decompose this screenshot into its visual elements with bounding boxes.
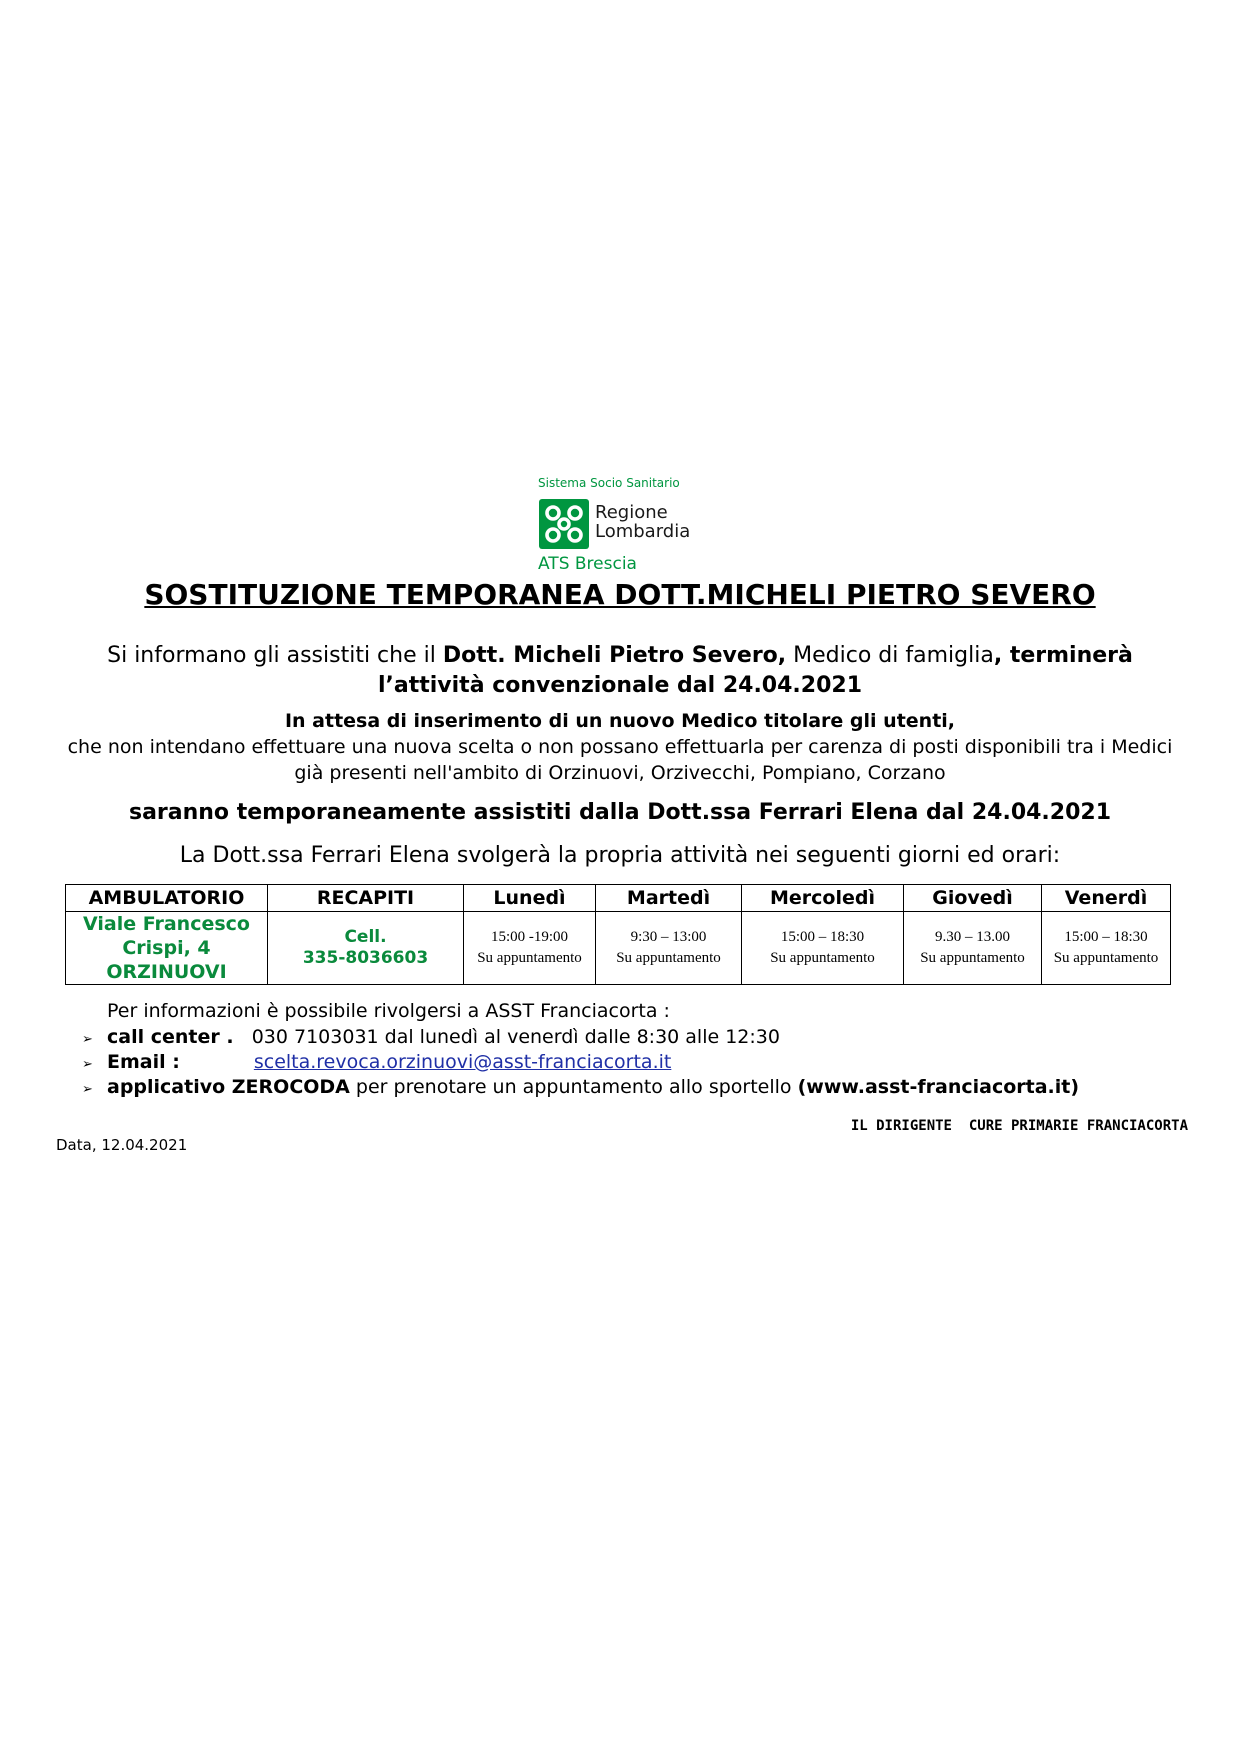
hours-mercoledi: 15:00 – 18:30 Su appuntamento [742, 912, 904, 985]
logo-system-text: Sistema Socio Sanitario [538, 476, 680, 490]
arrow-bullet-icon: ➢ [82, 1032, 93, 1047]
temporary-assignment: saranno temporaneamente assistiti dalla Dott.ssa Ferrari Elena dal 24.04.2021 [128, 800, 1112, 825]
table-header-row [66, 885, 1171, 912]
schedule-intro: La Dott.ssa Ferrari Elena svolgerà la propria attività nei seguenti giorni ed orari: [179, 843, 1061, 868]
call-center-text: 030 7103031 dal lunedì al venerdì dalle 8:30 alle 12:30 [233, 1026, 780, 1048]
info-list [82, 1025, 1079, 1100]
zerocoda-website: (www.asst-franciacorta.it) [797, 1076, 1080, 1098]
table-row [66, 912, 1171, 985]
intro-end-date: , terminerà l’attività convenzionale dal 24.04.2021 [377, 643, 1133, 698]
intro-text-2: Medico di famiglia [786, 643, 994, 668]
intro-text-1: Si informano gli assistiti che il [107, 643, 443, 668]
hours-martedi: 9:30 – 13:00 Su appuntamento [596, 912, 742, 985]
header-giovedi: Giovedì [904, 885, 1042, 912]
header-venerdi: Venerdì [1042, 885, 1171, 912]
info-lead: Per informazioni è possibile rivolgersi a ASST Franciacorta : [107, 1000, 670, 1022]
header-lunedi: Lunedì [464, 885, 596, 912]
regione-lombardia-logo [530, 476, 730, 576]
header-martedi: Martedì [596, 885, 742, 912]
logo-region-name: Regione Lombardia [595, 502, 691, 542]
email-link[interactable]: scelta.revoca.orzinuovi@asst-franciacorta.it [253, 1051, 672, 1073]
document-date: Data, 12.04.2021 [56, 1136, 188, 1154]
hours-giovedi: 9.30 – 13.00 Su appuntamento [904, 912, 1042, 985]
ambulatorio-address: Viale Francesco Crispi, 4 ORZINUOVI [66, 912, 268, 985]
waiting-body: che non intendano effettuare una nuova scelta o non possano effettuarla per carenza di posti disponibili tra i Medici già presenti nell'ambito di Orzinuovi, Orzivecchi, Pompiano, Corzano [67, 736, 1173, 784]
intro-doctor-name: Dott. Micheli Pietro Severo, [442, 643, 787, 668]
list-item [82, 1025, 1079, 1050]
intro-paragraph [60, 641, 1180, 701]
logo-ats-name: ATS Brescia [538, 554, 637, 574]
call-center-label: call center . [107, 1026, 234, 1048]
arrow-bullet-icon: ➢ [82, 1057, 93, 1072]
arrow-bullet-icon: ➢ [82, 1082, 93, 1097]
hours-venerdi: 15:00 – 18:30 Su appuntamento [1042, 912, 1171, 985]
header-mercoledi: Mercoledì [742, 885, 904, 912]
zerocoda-text: per prenotare un appuntamento allo sportello [349, 1076, 798, 1098]
waiting-heading: In attesa di inserimento di un nuovo Medico titolare gli utenti, [284, 710, 956, 732]
header-ambulatorio: AMBULATORIO [66, 885, 268, 912]
waiting-paragraph [55, 708, 1185, 786]
list-item [82, 1075, 1079, 1100]
recapiti-contact: Cell. 335-8036603 [268, 912, 464, 985]
hours-lunedi: 15:00 -19:00 Su appuntamento [464, 912, 596, 985]
list-item [82, 1050, 1079, 1075]
regione-lombardia-emblem-icon [539, 499, 589, 549]
page-title: SOSTITUZIONE TEMPORANEA DOTT.MICHELI PIETRO SEVERO [144, 578, 1096, 611]
schedule-table [65, 884, 1171, 985]
email-label: Email : [107, 1051, 180, 1073]
header-recapiti: RECAPITI [268, 885, 464, 912]
zerocoda-label: applicativo ZEROCODA [107, 1076, 350, 1098]
signature: IL DIRIGENTE CURE PRIMARIE FRANCIACORTA [850, 1118, 1188, 1134]
